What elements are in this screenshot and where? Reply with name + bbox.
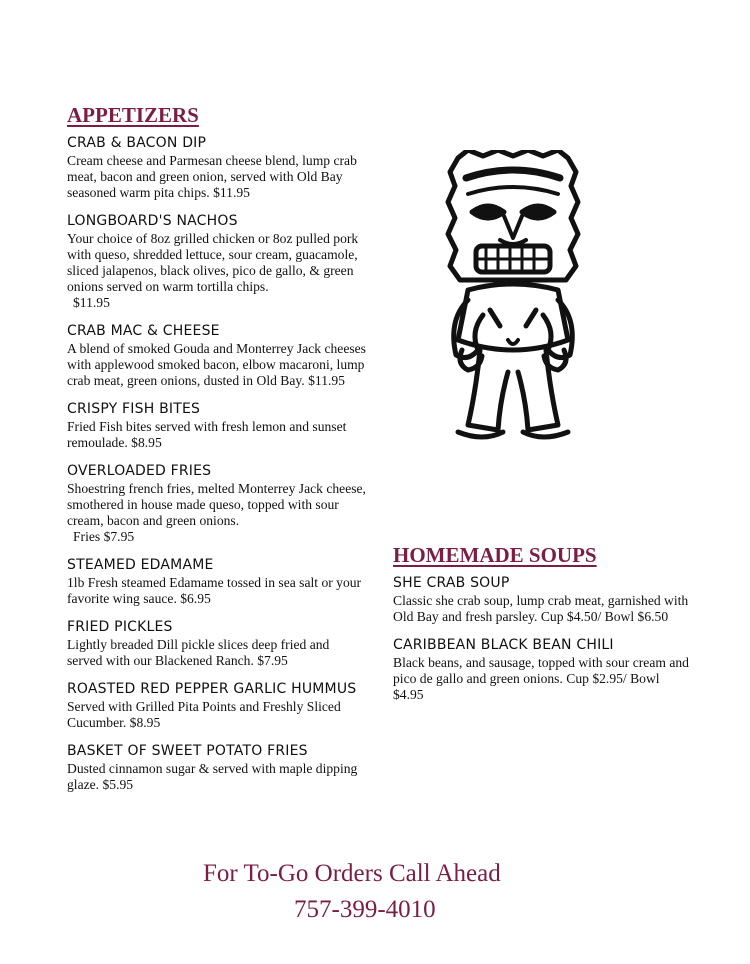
item-description: Fried Fish bites served with fresh lemon and sunset remoulade. $8.95 bbox=[67, 419, 347, 450]
menu-item bbox=[67, 323, 367, 389]
item-description: Dusted cinnamon sugar & served with maple dipping glaze. $5.95 bbox=[67, 761, 358, 792]
soups-section bbox=[393, 543, 693, 715]
item-description bbox=[67, 481, 367, 545]
item-price: $11.95 bbox=[73, 295, 110, 310]
item-description: Classic she crab soup, lump crab meat, garnished with Old Bay and fresh parsley. Cup $4.50/ Bowl $6.50 bbox=[393, 593, 689, 624]
appetizers-heading: APPETIZERS bbox=[67, 103, 199, 127]
menu-item bbox=[67, 213, 367, 311]
item-name: SHE CRAB SOUP bbox=[393, 575, 510, 591]
item-name: CRAB & BACON DIP bbox=[67, 135, 207, 151]
menu-item bbox=[67, 557, 367, 607]
phone-number: 757-399-4010 bbox=[294, 896, 436, 923]
item-name: CARIBBEAN BLACK BEAN CHILI bbox=[393, 637, 614, 653]
item-description bbox=[67, 231, 367, 311]
item-name: OVERLOADED FRIES bbox=[67, 463, 212, 479]
menu-item bbox=[67, 401, 367, 451]
item-description: Lightly breaded Dill pickle slices deep fried and served with our Blackened Ranch. $7.95 bbox=[67, 637, 330, 668]
menu-item bbox=[67, 681, 367, 731]
item-price: Fries $7.95 bbox=[73, 529, 135, 544]
item-description: A blend of smoked Gouda and Monterrey Jack cheeses with applewood smoked bacon, elbow macaroni, lump crab meat, green onions, dusted in Old Bay. $11.95 bbox=[67, 341, 366, 388]
item-name: CRISPY FISH BITES bbox=[67, 401, 201, 417]
item-name: FRIED PICKLES bbox=[67, 619, 173, 635]
menu-item bbox=[67, 135, 367, 201]
appetizers-section bbox=[67, 103, 367, 805]
item-description-text: Your choice of 8oz grilled chicken or 8oz pulled pork with queso, shredded lettuce, sour cream, guacamole, sliced jalapenos, black olives, pico de gallo, & green onions served on warm tortilla chips. bbox=[67, 231, 359, 294]
item-description: Served with Grilled Pita Points and Freshly Sliced Cucumber. $8.95 bbox=[67, 699, 341, 730]
item-name: LONGBOARD'S NACHOS bbox=[67, 213, 238, 229]
item-name: ROASTED RED PEPPER GARLIC HUMMUS bbox=[67, 681, 357, 697]
item-name: STEAMED EDAMAME bbox=[67, 557, 214, 573]
tiki-statue-icon bbox=[428, 150, 598, 445]
soups-heading: HOMEMADE SOUPS bbox=[393, 543, 597, 567]
item-description: Black beans, and sausage, topped with sour cream and pico de gallo and green onions. Cup $2.95/ Bowl $4.95 bbox=[393, 655, 689, 702]
item-name: CRAB MAC & CHEESE bbox=[67, 323, 220, 339]
item-description: Cream cheese and Parmesan cheese blend, lump crab meat, bacon and green onion, served with Old Bay seasoned warm pita chips. $11.95 bbox=[67, 153, 357, 200]
item-description: 1lb Fresh steamed Edamame tossed in sea salt or your favorite wing sauce. $6.95 bbox=[67, 575, 362, 606]
item-description-text: Shoestring french fries, melted Monterrey Jack cheese, smothered in house made queso, topped with sour cream, bacon and green onions. bbox=[67, 481, 366, 528]
item-name: BASKET OF SWEET POTATO FRIES bbox=[67, 743, 308, 759]
menu-item bbox=[67, 463, 367, 545]
menu-item bbox=[393, 575, 693, 625]
menu-item bbox=[67, 743, 367, 793]
togo-orders-line: For To-Go Orders Call Ahead bbox=[203, 860, 501, 887]
menu-item bbox=[393, 637, 693, 703]
menu-item bbox=[67, 619, 367, 669]
